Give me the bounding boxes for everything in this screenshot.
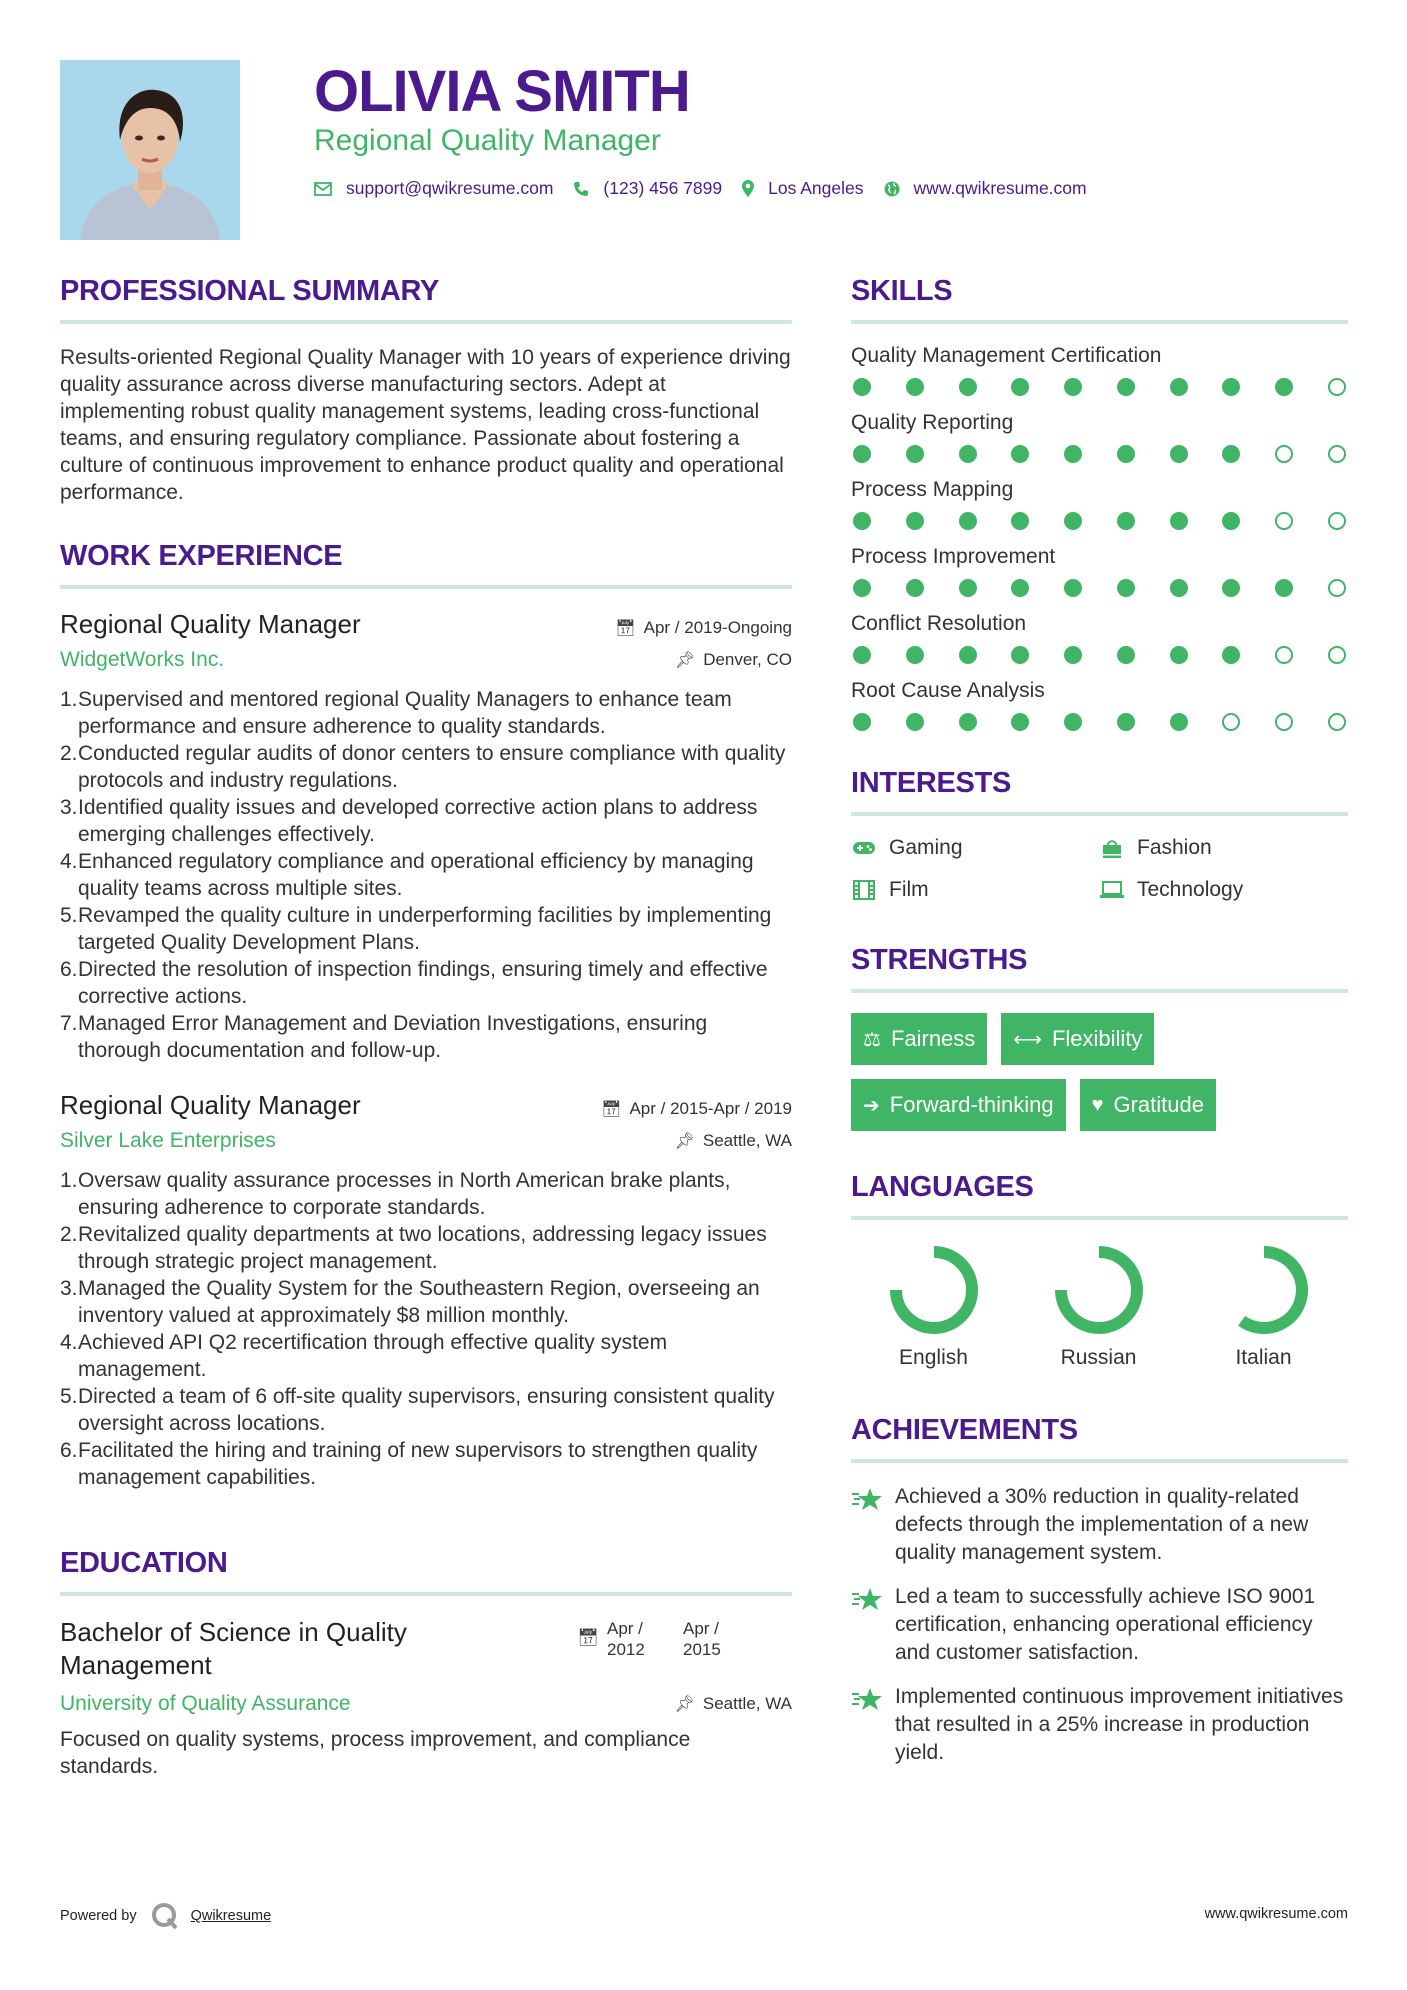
skill-item <box>851 612 1348 664</box>
list-item: 7. Managed Error Management and Deviation Investigations, ensuring thorough documentation and follow-up. <box>60 1012 708 1062</box>
language-item <box>851 1240 1016 1370</box>
degree-title: Bachelor of Science in Quality Management <box>60 1617 407 1680</box>
skill-dot-filled <box>959 713 977 731</box>
footer-brand-link[interactable]: Qwikresume <box>190 1908 272 1924</box>
gamepad-icon <box>851 840 877 856</box>
company-name: Silver Lake Enterprises <box>60 1129 276 1152</box>
strength-label: Gratitude <box>1113 1092 1204 1117</box>
school-name: University of Quality Assurance <box>60 1692 351 1715</box>
skill-dot-filled <box>1117 378 1135 396</box>
skill-name: Quality Reporting <box>851 411 1014 434</box>
footer-powered-by <box>60 1902 271 1930</box>
calendar-icon: 📅︎ <box>601 1101 622 1118</box>
summary-text: Results-oriented Regional Quality Manager with 10 years of experience driving quality assurance across diverse manufacturing sectors. Adept at implementing robust quality management systems, leading cross-functional teams, and ensuring regulatory compliance. Passionate about fostering a culture of continuous improvement to enhance product quality and operational performance. <box>60 346 791 504</box>
job-bullets <box>60 686 792 1064</box>
strength-tag <box>851 1079 1066 1131</box>
skill-dot-filled <box>959 378 977 396</box>
job-entry <box>60 1090 792 1491</box>
qwikresume-logo-icon <box>151 1902 179 1930</box>
language-item <box>1181 1240 1346 1370</box>
list-item: 3. Identified quality issues and developed corrective action plans to address emerging challenges effectively. <box>60 796 758 846</box>
strength-tag <box>1080 1079 1216 1131</box>
achievements-heading: ACHIEVEMENTS <box>851 1414 1348 1463</box>
company-name: WidgetWorks Inc. <box>60 648 225 671</box>
skill-dot-filled <box>1011 646 1029 664</box>
skill-dot-filled <box>906 579 924 597</box>
skill-dot-filled <box>1275 579 1293 597</box>
profile-photo <box>60 60 240 240</box>
heart-icon: ♥ <box>1091 1093 1104 1116</box>
skill-dot-filled <box>853 646 871 664</box>
skill-dot-filled <box>1064 713 1082 731</box>
skill-dot-filled <box>1064 445 1082 463</box>
skill-rating <box>851 646 1348 664</box>
skill-dot-filled <box>1170 378 1188 396</box>
skill-dot-filled <box>1117 713 1135 731</box>
skill-dot-empty <box>1328 579 1346 597</box>
skill-name: Conflict Resolution <box>851 612 1027 635</box>
skills-list <box>851 344 1348 731</box>
skill-dot-filled <box>1064 579 1082 597</box>
skill-dot-empty <box>1275 713 1293 731</box>
strength-label: Fairness <box>890 1026 976 1051</box>
skill-dot-filled <box>1117 579 1135 597</box>
skills-heading: SKILLS <box>851 275 1348 324</box>
skill-dot-empty <box>1328 713 1346 731</box>
globe-icon <box>884 181 900 197</box>
skill-name: Process Improvement <box>851 545 1056 568</box>
skills-section <box>851 275 1348 731</box>
summary-section <box>60 275 792 506</box>
job-dates: Apr / 2015-Apr / 2019 <box>629 1099 792 1118</box>
skill-dot-filled <box>959 646 977 664</box>
experience-heading: WORK EXPERIENCE <box>60 540 792 589</box>
contact-email[interactable]: support@qwikresume.com <box>346 178 554 198</box>
skill-dot-filled <box>959 579 977 597</box>
laptop-icon <box>1099 881 1125 899</box>
language-level-arc <box>1061 1252 1137 1328</box>
language-gauge <box>1214 1240 1314 1340</box>
education-start: Apr / 2012 <box>607 1619 645 1659</box>
skill-dot-filled <box>1170 445 1188 463</box>
skill-dot-filled <box>906 378 924 396</box>
skill-dot-filled <box>1011 445 1029 463</box>
interest-item <box>1099 836 1348 860</box>
language-name: Russian <box>1060 1346 1137 1369</box>
skill-rating <box>851 378 1348 396</box>
strength-tag <box>851 1013 987 1065</box>
skill-dot-filled <box>906 646 924 664</box>
language-item <box>1016 1240 1181 1370</box>
summary-heading: PROFESSIONAL SUMMARY <box>60 275 792 324</box>
skill-dot-empty <box>1328 378 1346 396</box>
skill-dot-filled <box>1117 512 1135 530</box>
star-icon <box>851 1583 895 1667</box>
list-item: 2. Conducted regular audits of donor centers to ensure compliance with quality protocols and industry regulations. <box>60 742 786 792</box>
skill-dot-filled <box>1222 646 1240 664</box>
achievement-item <box>851 1683 1348 1767</box>
skill-item <box>851 679 1348 731</box>
interest-label: Technology <box>1137 878 1244 901</box>
skill-dot-filled <box>1011 378 1029 396</box>
strengths-heading: STRENGTHS <box>851 944 1348 993</box>
achievement-text: Achieved a 30% reduction in quality-related defects through the implementation of a new quality management system. <box>895 1485 1309 1564</box>
job-location: Denver, CO <box>703 650 792 669</box>
language-name: English <box>899 1346 968 1369</box>
skill-dot-filled <box>1222 579 1240 597</box>
skill-dot-filled <box>1117 646 1135 664</box>
list-item: 4. Enhanced regulatory compliance and operational efficiency by managing quality teams across multiple sites. <box>60 850 754 900</box>
skill-dot-filled <box>959 445 977 463</box>
skill-name: Process Mapping <box>851 478 1014 501</box>
star-icon <box>851 1483 895 1567</box>
skill-name: Quality Management Certification <box>851 344 1162 367</box>
achievement-text: Implemented continuous improvement initiatives that resulted in a 25% increase in production yield. <box>895 1685 1344 1764</box>
skill-dot-filled <box>906 512 924 530</box>
candidate-title: Regional Quality Manager <box>314 124 661 157</box>
list-item: 6. Facilitated the hiring and training of new supervisors to strengthen quality management capabilities. <box>60 1439 758 1489</box>
skill-item <box>851 545 1348 597</box>
list-item: 4. Achieved API Q2 recertification through effective quality system management. <box>60 1331 668 1381</box>
interest-item <box>851 878 1099 902</box>
interest-label: Gaming <box>889 836 963 859</box>
strengths-section <box>851 944 1348 1131</box>
skill-dot-filled <box>906 713 924 731</box>
arrow-right-icon: ➔ <box>863 1094 880 1117</box>
candidate-name: OLIVIA SMITH <box>314 59 690 124</box>
skill-dot-filled <box>906 445 924 463</box>
right-column <box>851 275 1348 1783</box>
skill-dot-filled <box>853 579 871 597</box>
job-title: Regional Quality Manager <box>60 1090 361 1120</box>
education-heading: EDUCATION <box>60 1547 792 1596</box>
skill-dot-filled <box>853 713 871 731</box>
language-gauge <box>1049 1240 1149 1340</box>
arrows-horizontal-icon: ⟷ <box>1013 1028 1042 1051</box>
list-item: 3. Managed the Quality System for the Southeastern Region, overseeing an inventory valued at approximately $8 million monthly. <box>60 1277 760 1327</box>
language-level-arc <box>896 1252 972 1328</box>
skill-dot-filled <box>1170 579 1188 597</box>
skill-dot-filled <box>1064 512 1082 530</box>
skill-dot-empty <box>1328 445 1346 463</box>
list-item: 6. Directed the resolution of inspection findings, ensuring timely and effective corrective actions. <box>60 958 768 1008</box>
interest-item <box>851 836 1099 860</box>
strength-tag <box>1001 1013 1154 1065</box>
job-location: Seattle, WA <box>702 1131 792 1150</box>
contact-phone[interactable]: (123) 456 7899 <box>603 178 723 198</box>
skill-dot-filled <box>1064 378 1082 396</box>
skill-dot-filled <box>959 512 977 530</box>
skill-dot-filled <box>1170 512 1188 530</box>
achievement-item <box>851 1483 1348 1567</box>
education-end: Apr / 2015 <box>683 1619 721 1659</box>
experience-section <box>60 540 792 1491</box>
footer-website[interactable]: www.qwikresume.com <box>1204 1906 1348 1922</box>
skill-dot-filled <box>1170 646 1188 664</box>
skill-dot-empty <box>1275 646 1293 664</box>
skill-dot-filled <box>853 445 871 463</box>
skill-dot-filled <box>1064 646 1082 664</box>
job-dates: Apr / 2019-Ongoing <box>643 618 792 637</box>
interest-item <box>1099 878 1348 902</box>
skill-dot-empty <box>1275 445 1293 463</box>
map-marker-icon <box>742 180 754 197</box>
skill-dot-filled <box>853 378 871 396</box>
skill-rating <box>851 713 1348 731</box>
interests-section <box>851 767 1348 902</box>
film-icon <box>851 880 877 900</box>
pushpin-icon: 📌︎ <box>674 1133 695 1150</box>
skill-item <box>851 411 1348 463</box>
contact-website[interactable]: www.qwikresume.com <box>913 178 1087 198</box>
education-section <box>60 1547 792 1780</box>
achievements-section <box>851 1414 1348 1767</box>
skill-item <box>851 478 1348 530</box>
skill-dot-empty <box>1222 713 1240 731</box>
achievement-item <box>851 1583 1348 1667</box>
list-item: 5. Directed a team of 6 off-site quality supervisors, ensuring consistent quality oversight across locations. <box>60 1385 775 1435</box>
interest-label: Fashion <box>1137 836 1212 859</box>
language-level-arc <box>1241 1252 1301 1328</box>
calendar-icon: 📅︎ <box>615 620 636 637</box>
phone-icon <box>573 181 589 197</box>
skill-dot-filled <box>1117 445 1135 463</box>
contact-location: Los Angeles <box>768 178 864 198</box>
star-icon <box>851 1683 895 1767</box>
language-name: Italian <box>1235 1346 1292 1369</box>
skill-dot-filled <box>1011 713 1029 731</box>
skill-dot-empty <box>1328 512 1346 530</box>
skill-dot-filled <box>1222 378 1240 396</box>
skill-dot-filled <box>1222 512 1240 530</box>
skill-dot-filled <box>1275 378 1293 396</box>
skill-name: Root Cause Analysis <box>851 679 1045 702</box>
school-location: Seattle, WA <box>702 1694 792 1713</box>
skill-item <box>851 344 1348 396</box>
job-title: Regional Quality Manager <box>60 609 361 639</box>
interests-heading: INTERESTS <box>851 767 1348 816</box>
strength-label: Flexibility <box>1051 1026 1143 1051</box>
list-item: 5. Revamped the quality culture in underperforming facilities by implementing targeted Quality Development Plans. <box>60 904 772 954</box>
education-description: Focused on quality systems, process improvement, and compliance standards. <box>60 1728 691 1778</box>
skill-dot-filled <box>1170 713 1188 731</box>
pushpin-icon: 📌︎ <box>674 1696 695 1713</box>
languages-heading: LANGUAGES <box>851 1171 1348 1220</box>
envelope-icon <box>314 182 332 196</box>
skill-dot-filled <box>853 512 871 530</box>
skill-dot-filled <box>1011 512 1029 530</box>
skill-dot-filled <box>1222 445 1240 463</box>
left-column <box>60 275 792 1780</box>
language-gauge <box>884 1240 984 1340</box>
list-item: 1. Supervised and mentored regional Quality Managers to enhance team performance and ensure adherence to quality standards. <box>60 688 732 738</box>
skill-rating <box>851 512 1348 530</box>
skill-dot-empty <box>1328 646 1346 664</box>
interest-label: Film <box>889 878 929 901</box>
list-item: 1. Oversaw quality assurance processes in North American brake plants, ensuring adherence to corporate standards. <box>60 1169 731 1219</box>
languages-section <box>851 1171 1348 1370</box>
job-bullets <box>60 1167 792 1491</box>
contact-bar <box>314 178 1107 199</box>
skill-dot-filled <box>1011 579 1029 597</box>
skill-rating <box>851 579 1348 597</box>
strength-label: Forward-thinking <box>889 1092 1054 1117</box>
skill-rating <box>851 445 1348 463</box>
achievement-text: Led a team to successfully achieve ISO 9001 certification, enhancing operational efficiency and customer satisfaction. <box>895 1585 1316 1664</box>
shopping-bag-icon <box>1099 837 1125 859</box>
powered-by-label: Powered by <box>60 1908 137 1924</box>
list-item: 2. Revitalized quality departments at two locations, addressing legacy issues through strategic project management. <box>60 1223 767 1273</box>
pushpin-icon: 📌︎ <box>674 652 696 669</box>
balance-scale-icon: ⚖︎ <box>863 1028 881 1051</box>
skill-dot-empty <box>1275 512 1293 530</box>
calendar-icon: 📅︎ <box>577 1628 599 1647</box>
job-entry <box>60 609 792 1064</box>
